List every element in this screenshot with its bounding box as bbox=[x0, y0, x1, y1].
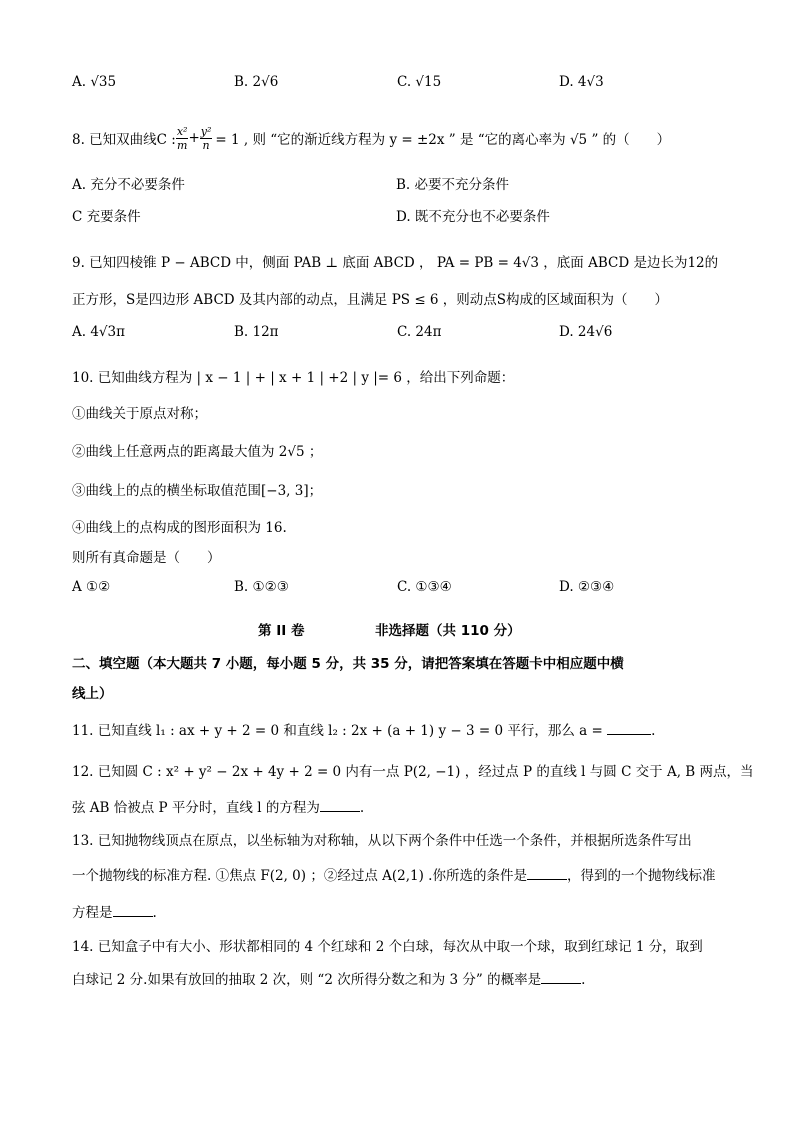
q11-line bbox=[72, 719, 655, 739]
q10-item-2: ②曲线上任意两点的距离最大值为 2√5 ； bbox=[72, 444, 323, 460]
q13-end: . bbox=[152, 905, 157, 921]
q10-question: 则所有真命题是（ ） bbox=[72, 550, 221, 566]
q8-plus: + bbox=[188, 130, 200, 146]
q9-line1: 9. 已知四棱锥 P − ABCD 中，侧面 PAB ⊥ 底面 ABCD ， PA = PB = 4√3 ，底面 ABCD 是边长为12的 bbox=[72, 255, 719, 271]
q13-text-a: 一个抛物线的标准方程. ①焦点 F(2, 0) ；②经过点 A(2,1) .你所选的条件是 bbox=[72, 868, 527, 884]
q12-line2 bbox=[72, 796, 364, 816]
q8-option-d: D. 既不充分也不必要条件 bbox=[396, 209, 550, 225]
q11-end: . bbox=[651, 723, 656, 739]
q12-end: . bbox=[359, 800, 365, 816]
q9-option-d: D. 24√6 bbox=[559, 324, 613, 340]
q8-option-b: B. 必要不充分条件 bbox=[396, 177, 510, 193]
q14-answer-blank[interactable] bbox=[541, 983, 581, 984]
q7-option-a: A. √35 bbox=[72, 74, 117, 90]
q14-end: . bbox=[581, 972, 586, 988]
section2-title-right: 非选择题（共 110 分） bbox=[375, 623, 521, 639]
q14-line1: 14. 已知盒子中有大小、形状都相同的 4 个红球和 2 个白球，每次从中取一个球，取到红球记 1 分，取到 bbox=[72, 939, 703, 955]
section2-heading-line1: 二、填空题（本大题共 7 小题，每小题 5 分，共 35 分，请把答案填在答题卡中相应题中横 bbox=[72, 656, 624, 672]
q12-text: 弦 AB 恰被点 P 平分时，直线 l 的方程为 bbox=[72, 800, 320, 816]
q10-item-3: ③曲线上的点的横坐标取值范围[−3, 3]； bbox=[72, 483, 323, 499]
q13-text-b: ，得到的一个抛物线标准 bbox=[566, 868, 716, 884]
q8-fraction-y bbox=[200, 125, 213, 152]
q9-line2: 正方形，S是四边形 ABCD 及其内部的动点，且满足 PS ≤ 6 ，则动点S构成的区域面积为（ ） bbox=[72, 292, 669, 308]
q13-line2 bbox=[72, 864, 715, 884]
q8-frac1-den: m bbox=[176, 138, 188, 152]
q10-option-c: C. ①③④ bbox=[397, 579, 452, 595]
section2-title-left: 第 II 卷 bbox=[258, 623, 305, 639]
q7-option-c: C. √15 bbox=[397, 74, 442, 90]
q8-frac1-num: x² bbox=[176, 124, 188, 138]
q10-stem: 10. 已知曲线方程为 | x − 1 | + | x + 1 | +2 | y |= 6 ，给出下列命题： bbox=[72, 370, 515, 386]
q10-option-d: D. ②③④ bbox=[559, 579, 615, 595]
q10-option-a: A ①② bbox=[72, 579, 111, 595]
q12-answer-blank[interactable] bbox=[320, 811, 360, 812]
q9-option-b: B. 12π bbox=[234, 324, 279, 340]
q9-option-a: A. 4√3π bbox=[72, 324, 125, 340]
q11-text: 11. 已知直线 l₁ : ax + y + 2 = 0 和直线 l₂ : 2x + (a + 1) y − 3 = 0 平行，那么 a = bbox=[72, 723, 608, 739]
q12-line1: 12. 已知圆 C : x² + y² − 2x + 4y + 2 = 0 内有一点 P(2, −1) ，经过点 P 的直线 l 与圆 C 交于 A, B 两点，当 bbox=[72, 764, 754, 780]
q10-option-b: B. ①②③ bbox=[234, 579, 289, 595]
q10-item-1: ①曲线关于原点对称； bbox=[72, 406, 207, 422]
q8-stem bbox=[72, 118, 670, 158]
q13-condition-blank[interactable] bbox=[527, 879, 567, 880]
q10-item-4: ④曲线上的点构成的图形面积为 16. bbox=[72, 520, 287, 536]
q13-line1: 13. 已知抛物线顶点在原点，以坐标轴为对称轴，从以下两个条件中任选一个条件，并根据所选条件写出 bbox=[72, 833, 692, 849]
q9-option-c: C. 24π bbox=[397, 324, 442, 340]
q8-frac2-den: n bbox=[202, 138, 210, 152]
q8-fraction-x bbox=[176, 125, 189, 152]
q8-suffix: = 1 , 则 “它的渐近线方程为 y = ±2x ” 是 “它的离心率为 √5 ” 的（ ） bbox=[215, 132, 671, 148]
q14-text: 白球记 2 分.如果有放回的抽取 2 次，则 “2 次所得分数之和为 3 分” 的概率是 bbox=[72, 972, 542, 988]
q14-line2 bbox=[72, 968, 585, 988]
q13-line3 bbox=[72, 901, 157, 921]
q8-option-a: A. 充分不必要条件 bbox=[72, 177, 185, 193]
q8-frac2-num: y² bbox=[200, 124, 212, 138]
q7-option-b: B. 2√6 bbox=[234, 74, 279, 90]
q13-text-c: 方程是 bbox=[72, 905, 113, 921]
q8-option-c: C 充要条件 bbox=[72, 209, 141, 225]
section2-heading-line2: 线上） bbox=[72, 686, 113, 702]
q7-option-d: D. 4√3 bbox=[559, 74, 604, 90]
q8-prefix: 8. 已知双曲线C : bbox=[72, 132, 176, 148]
q13-equation-blank[interactable] bbox=[113, 916, 153, 917]
q11-answer-blank[interactable] bbox=[607, 734, 651, 735]
